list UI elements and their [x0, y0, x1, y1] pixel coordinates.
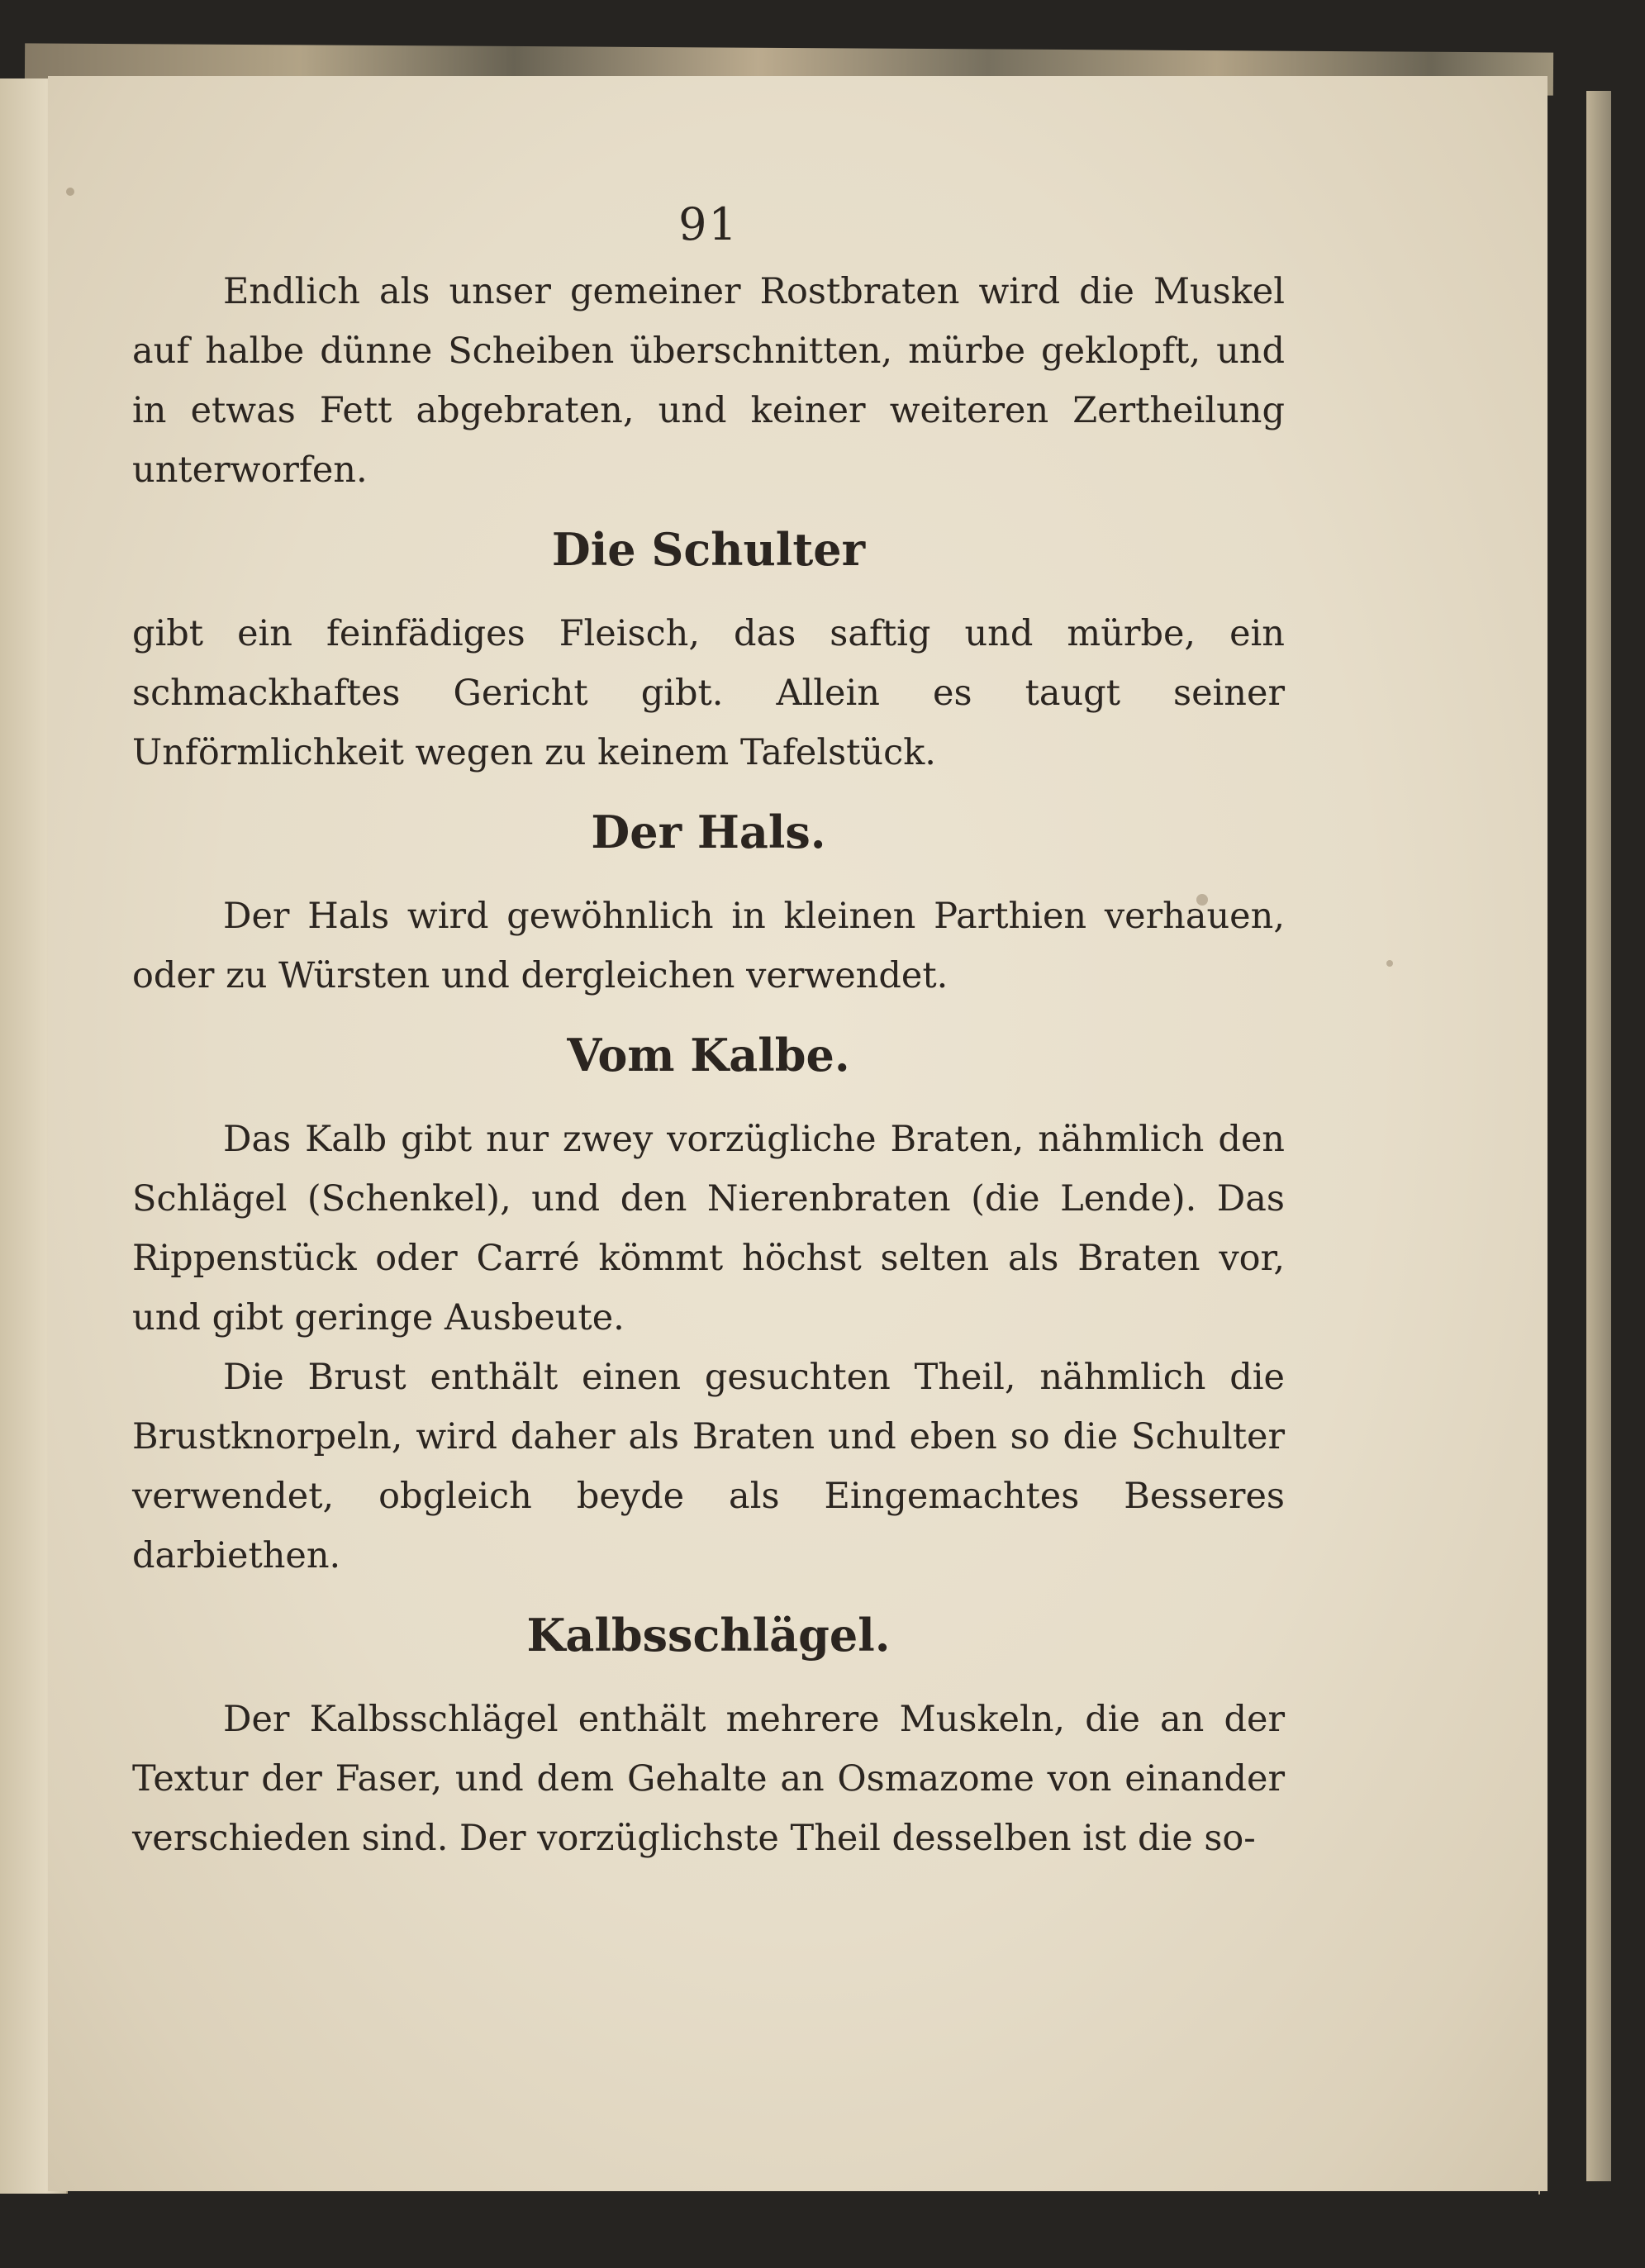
paper-spot	[1386, 960, 1393, 967]
paragraph-kalbsschlaegel: Der Kalbsschlägel enthält mehrere Muskeln, die an der Textur der Faser, und dem Gehalte an Osmazome von einander verschieden sind. Der vorzüglichste Theil desselben ist die so-	[132, 1699, 1285, 1859]
heading-hals: Der Hals.	[591, 806, 826, 858]
paragraph-hals: Der Hals wird gewöhnlich in kleinen Parthien verhauen, oder zu Würsten und dergleichen verwendet.	[132, 896, 1285, 996]
paragraph-schulter: gibt ein feinfädiges Fleisch, das saftig und mürbe, ein schmackhaftes Gericht gibt. Allein es taugt seiner Unförmlichkeit wegen zu keinem Tafelstück.	[132, 613, 1285, 773]
paper-spot	[66, 188, 74, 196]
heading-schulter: Die Schulter	[551, 523, 866, 576]
page-stack-edge	[1538, 79, 1600, 2194]
paragraph-rostbraten: Endlich als unser gemeiner Rostbraten wird die Muskel auf halbe dünne Scheiben überschnitten, mürbe geklopft, und in etwas Fett abgebraten, und keiner weiteren Zertheilung unterworfen.	[132, 271, 1285, 491]
page-number: 91	[678, 198, 739, 250]
heading-kalb: Vom Kalbe.	[567, 1029, 850, 1082]
heading-kalbsschlaegel: Kalbsschlägel.	[526, 1609, 891, 1662]
page-text	[132, 198, 1285, 1868]
paragraph-brust: Die Brust enthält einen gesuchten Theil, nähmlich die Brustknorpeln, wird daher als Braten und eben so die Schulter verwendet, obgleich beyde als Eingemachtes Besseres darbiethen.	[132, 1357, 1285, 1576]
paragraph-kalb: Das Kalb gibt nur zwey vorzügliche Braten, nähmlich den Schlägel (Schenkel), und den Nierenbraten (die Lende). Das Rippenstück oder Carré kömmt höchst selten als Braten vor, und gibt geringe Ausbeute.	[132, 1119, 1285, 1338]
